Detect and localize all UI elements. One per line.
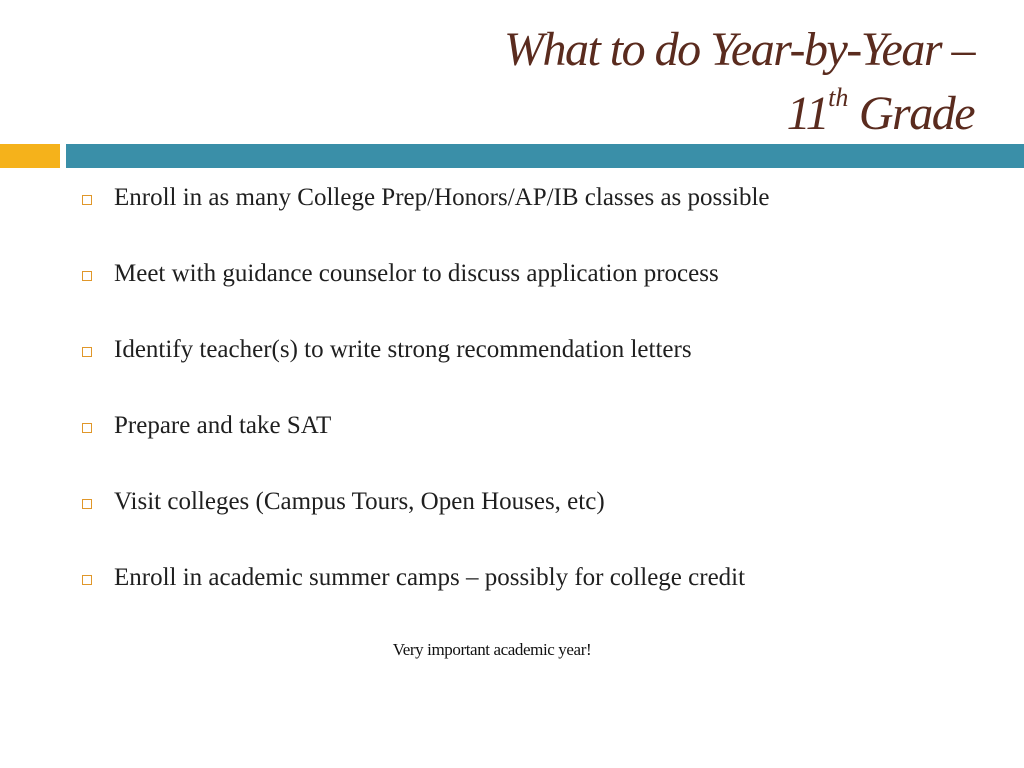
list-item (82, 408, 1002, 488)
emphasis-note: Very important academic year! (392, 640, 592, 659)
bullet-text: Meet with guidance counselor to discuss application process (114, 260, 719, 287)
square-bullet-icon (82, 499, 92, 509)
title-grade-word: Grade (848, 87, 974, 140)
square-bullet-icon (82, 347, 92, 357)
list-item (82, 256, 1002, 336)
bullet-list (82, 180, 1002, 640)
square-bullet-icon (82, 423, 92, 433)
title-grade-suffix: th (828, 83, 849, 112)
bullet-text: Enroll in as many College Prep/Honors/AP/IB classes as possible (114, 184, 770, 211)
bullet-text: Visit colleges (Campus Tours, Open Houses, etc) (114, 488, 605, 515)
list-item (82, 180, 1002, 260)
bullet-text: Identify teacher(s) to write strong recommendation letters (114, 336, 692, 363)
accent-bar-teal (66, 144, 1024, 168)
list-item (82, 484, 1002, 564)
square-bullet-icon (82, 575, 92, 585)
slide-title (74, 18, 974, 146)
square-bullet-icon (82, 271, 92, 281)
list-item (82, 560, 1002, 640)
accent-bar-gold (0, 144, 60, 168)
title-line-1: What to do Year-by-Year – (503, 23, 974, 76)
square-bullet-icon (82, 195, 92, 205)
bullet-text: Prepare and take SAT (114, 412, 332, 439)
list-item (82, 332, 1002, 412)
title-grade-number: 11 (786, 87, 829, 140)
bullet-text: Enroll in academic summer camps – possibly for college credit (114, 564, 746, 591)
